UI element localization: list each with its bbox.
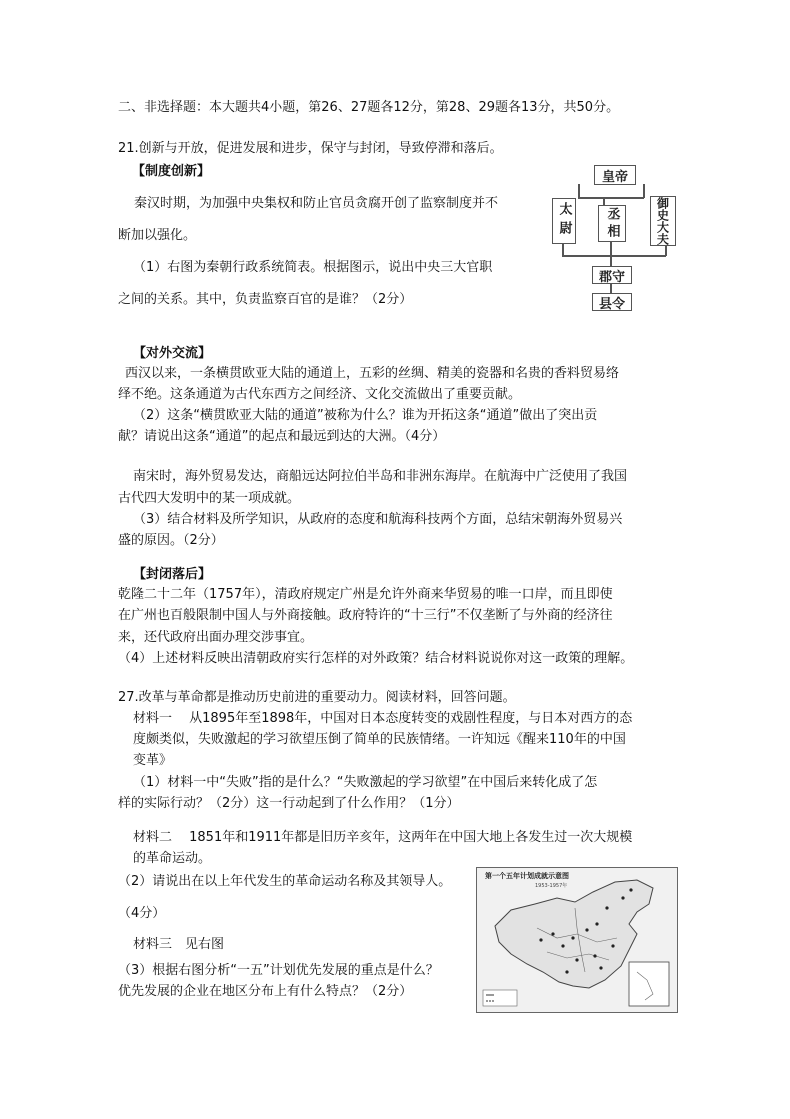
q21-part2-material-line2: 绎不绝。这条通道为古代东西方之间经济、文化交流做出了重要贡献。 bbox=[118, 387, 522, 402]
xianling-box: 县令 bbox=[592, 293, 632, 311]
q21-intro: 21.创新与开放，促进发展和进步，保守与封闭，导致停滞和落后。 bbox=[118, 141, 503, 156]
section-header: 二、非选择题：本大题共4小题，第26、27题各12分，第28、29题各13分，共50分。 bbox=[118, 100, 620, 115]
emperor-box: 皇帝 bbox=[594, 165, 636, 185]
yushi-label: 御史大夫 bbox=[655, 197, 670, 245]
q21-part3-material-line3: 来，还代政府出面办理交涉事宜。 bbox=[118, 630, 314, 645]
q27-question2-line1: （2）请说出在以上年代发生的革命运动名称及其领导人。 bbox=[118, 874, 452, 889]
q21-part3-material-line2: 在广州也百般限制中国人与外商接触。政府特许的“十三行”不仅垄断了与外商的经济往 bbox=[118, 608, 613, 623]
taiwei-box bbox=[552, 198, 576, 244]
five-year-plan-map bbox=[476, 867, 678, 1013]
q27-material3: 材料三 见右图 bbox=[133, 937, 225, 952]
q21-question4: （4）上述材料反映出清朝政府实行怎样的对外政策？结合材料说说你对这一政策的理解。 bbox=[118, 651, 634, 666]
map-title: 第一个五年计划成就示意图 bbox=[485, 872, 569, 880]
yushi-box bbox=[650, 196, 676, 246]
q27-question2-line2: （4分） bbox=[118, 906, 166, 921]
q21-part1-heading: 【制度创新】 bbox=[132, 164, 211, 179]
q21-question1-line2: 之间的关系。其中，负责监察百官的是谁？（2分） bbox=[118, 292, 413, 307]
chengxiang-box bbox=[598, 205, 626, 242]
q21-part3-heading: 【封闭落后】 bbox=[133, 567, 212, 582]
q21-question1-line1: （1）右图为秦朝行政系统简表。根据图示，说出中央三大官职 bbox=[133, 260, 493, 275]
junshou-box: 郡守 bbox=[592, 266, 632, 284]
q27-material2-line2: 的革命运动。 bbox=[133, 851, 212, 866]
q27-material1-line2: 度颇类似，失败激起的学习欲望压倒了简单的民族情绪。一许知远《醒来110年的中国 bbox=[133, 732, 626, 747]
q21-part2-material-line1: 西汉以来，一条横贯欧亚大陆的通道上，五彩的丝绸、精美的瓷器和名贵的香料贸易络 bbox=[125, 366, 620, 381]
q21-question3-line1: （3）结合材料及所学知识，从政府的态度和航海科技两个方面，总结宋朝海外贸易兴 bbox=[133, 512, 623, 527]
q21-part2-material2-line2: 古代四大发明中的某一项成就。 bbox=[118, 491, 301, 506]
qin-administration-diagram bbox=[548, 160, 678, 318]
q27-material1-line3: 变革》 bbox=[133, 753, 173, 768]
q21-question2-line1: （2）这条“横贯欧亚大陆的通道”被称为什么？谁为开拓这条“通道”做出了突出贡 bbox=[133, 408, 598, 423]
q27-question1-line2: 样的实际行动？（2分）这一行动起到了什么作用？（1分） bbox=[118, 796, 460, 811]
q27-question3-line2: 优先发展的企业在地区分布上有什么特点？（2分） bbox=[118, 984, 413, 999]
q27-question3-line1: （3）根据右图分析“一五”计划优先发展的重点是什么？ bbox=[118, 963, 439, 978]
q27-intro: 27.改革与革命都是推动历史前进的重要动力。阅读材料，回答问题。 bbox=[118, 690, 516, 705]
q21-part2-material2-line1: 南宋时，海外贸易发达，商船远达阿拉伯半岛和非洲东海岸。在航海中广泛使用了我国 bbox=[133, 469, 628, 484]
map-subtitle: 1953-1957年 bbox=[535, 883, 568, 889]
china-map-outline bbox=[477, 868, 677, 1012]
chengxiang-label: 丞相 bbox=[604, 206, 620, 241]
taiwei-label: 太尉 bbox=[556, 202, 572, 240]
q27-question1-line1: （1）材料一中“失败”指的是什么？“失败激起的学习欲望”在中国后来转化成了怎 bbox=[133, 775, 598, 790]
q21-part2-heading: 【对外交流】 bbox=[133, 346, 212, 361]
q21-part3-material-line1: 乾隆二十二年（1757年），清政府规定广州是允许外商来华贸易的唯一口岸，而且即使 bbox=[118, 587, 613, 602]
q21-part1-material-line2: 断加以强化。 bbox=[118, 228, 197, 243]
q21-question3-line2: 盛的原因。（2分） bbox=[118, 533, 224, 548]
q27-material1-line1: 材料一 从1895年至1898年，中国对日本态度转变的戏剧性程度，与日本对西方的态 bbox=[133, 711, 633, 726]
q21-part1-material-line1: 秦汉时期，为加强中央集权和防止官员贪腐开创了监察制度并不 bbox=[134, 196, 499, 211]
q21-question2-line2: 献？请说出这条“通道”的起点和最远到达的大洲。（4分） bbox=[118, 429, 446, 444]
q27-material2-line1: 材料二 1851年和1911年都是旧历辛亥年，这两年在中国大地上各发生过一次大规模 bbox=[133, 830, 633, 845]
